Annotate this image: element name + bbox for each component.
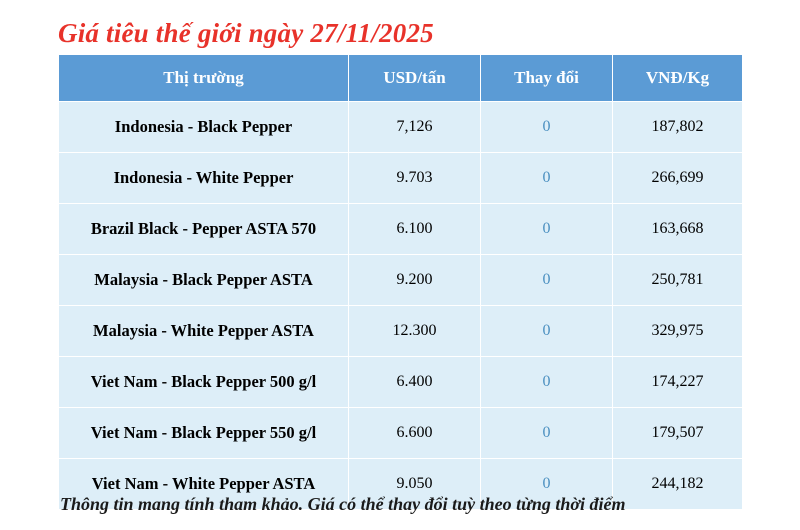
cell-change: 0 xyxy=(481,408,613,459)
column-header-market: Thị trường xyxy=(59,55,349,102)
table-row xyxy=(59,306,743,357)
cell-change: 0 xyxy=(481,306,613,357)
table-row xyxy=(59,255,743,306)
cell-usd: 12.300 xyxy=(349,306,481,357)
cell-market: Viet Nam - Black Pepper 550 g/l xyxy=(59,408,349,459)
cell-market: Malaysia - White Pepper ASTA xyxy=(59,306,349,357)
cell-usd: 6.400 xyxy=(349,357,481,408)
cell-usd: 9.050 xyxy=(349,459,481,510)
cell-usd: 9.703 xyxy=(349,153,481,204)
cell-change: 0 xyxy=(481,459,613,510)
cell-usd: 9.200 xyxy=(349,255,481,306)
cell-usd: 7,126 xyxy=(349,102,481,153)
cell-market: Viet Nam - Black Pepper 500 g/l xyxy=(59,357,349,408)
cell-vnd: 179,507 xyxy=(613,408,743,459)
cell-vnd: 174,227 xyxy=(613,357,743,408)
cell-usd: 6.100 xyxy=(349,204,481,255)
cell-vnd: 244,182 xyxy=(613,459,743,510)
cell-vnd: 163,668 xyxy=(613,204,743,255)
cell-vnd: 329,975 xyxy=(613,306,743,357)
cell-market: Malaysia - Black Pepper ASTA xyxy=(59,255,349,306)
table-row xyxy=(59,408,743,459)
cell-market: Brazil Black - Pepper ASTA 570 xyxy=(59,204,349,255)
cell-market: Viet Nam - White Pepper ASTA xyxy=(59,459,349,510)
cell-market: Indonesia - White Pepper xyxy=(59,153,349,204)
cell-vnd: 187,802 xyxy=(613,102,743,153)
page-title: Giá tiêu thế giới ngày 27/11/2025 xyxy=(58,18,434,48)
footnote-text: Thông tin mang tính tham khảo. Giá có thể thay đổi tuỳ theo từng thời điểm xyxy=(60,494,626,514)
cell-vnd: 266,699 xyxy=(613,153,743,204)
column-header-vnd: VNĐ/Kg xyxy=(613,55,743,102)
world-pepper-price-table xyxy=(58,54,743,510)
column-header-change: Thay đổi xyxy=(481,55,613,102)
cell-change: 0 xyxy=(481,102,613,153)
table-body xyxy=(59,102,743,510)
table-row xyxy=(59,153,743,204)
cell-change: 0 xyxy=(481,255,613,306)
cell-change: 0 xyxy=(481,204,613,255)
table-row xyxy=(59,204,743,255)
cell-usd: 6.600 xyxy=(349,408,481,459)
cell-market: Indonesia - Black Pepper xyxy=(59,102,349,153)
cell-vnd: 250,781 xyxy=(613,255,743,306)
cell-change: 0 xyxy=(481,357,613,408)
cell-change: 0 xyxy=(481,153,613,204)
table-header-row xyxy=(59,55,743,102)
table-row xyxy=(59,102,743,153)
column-header-usd: USD/tấn xyxy=(349,55,481,102)
table-row xyxy=(59,357,743,408)
